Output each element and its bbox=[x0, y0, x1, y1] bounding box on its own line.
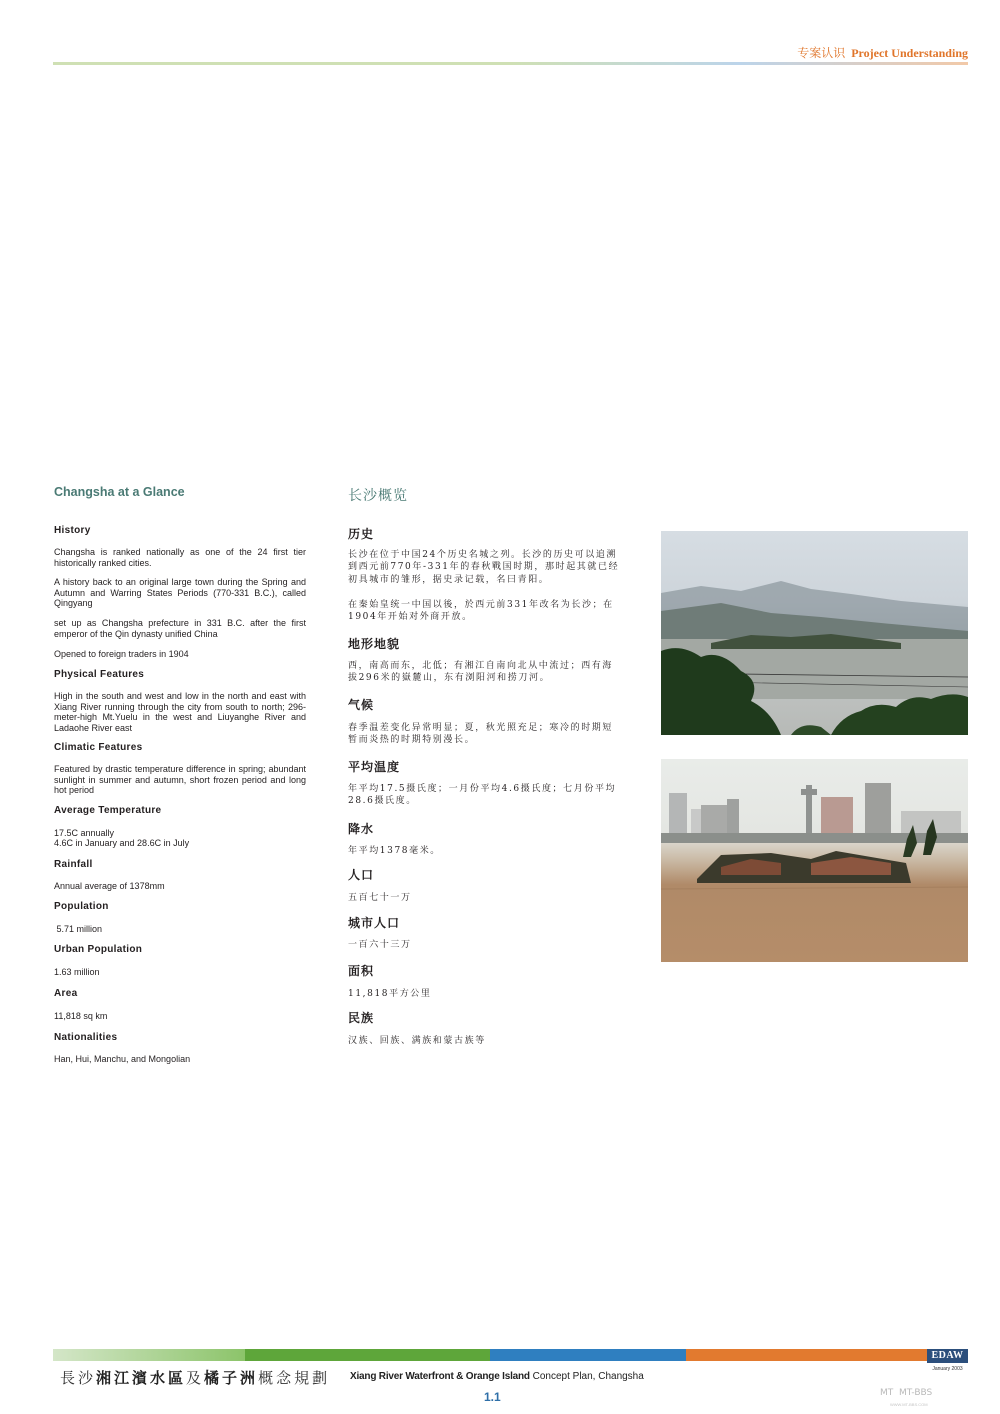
header-divider bbox=[53, 62, 968, 65]
page-number: 1.1 bbox=[484, 1390, 501, 1404]
chinese-climate-text: 春季温差变化异常明显；夏，秋光照充足；寒冷的时期短暂而炎热的时期特别漫长。 bbox=[348, 723, 614, 746]
english-temperature-heading: Average Temperature bbox=[54, 805, 162, 816]
footer-date: January 2003 bbox=[932, 1366, 963, 1372]
footer-title-en-bold: Xiang River Waterfront & Orange Island bbox=[350, 1371, 530, 1382]
chinese-population-heading: 人口 bbox=[348, 868, 375, 882]
english-climatic-text: Featured by drastic temperature difference in spring; abundant sunlight in summer and autumn, short frozen period and long hot period bbox=[54, 764, 306, 796]
english-rainfall-heading: Rainfall bbox=[54, 859, 93, 870]
footer-title-en-regular: Concept Plan, Changsha bbox=[529, 1371, 644, 1382]
footer-title-cn-part5: 概念規劃 bbox=[258, 1370, 331, 1387]
english-area-text: 11,818 sq km bbox=[54, 1011, 108, 1021]
flooded-city-illustration bbox=[661, 759, 968, 962]
chinese-rainfall-heading: 降水 bbox=[348, 822, 375, 836]
english-population-text: 5.71 million bbox=[54, 924, 103, 934]
english-physical-text: High in the south and west and low in the north and east with Xiang River running through the city from south to north; 296-meter-high Mt.Yuelu in the west and Liuyanghe River and Ladaohe River east bbox=[54, 691, 306, 733]
header-title-cn: 专案认识 bbox=[797, 46, 846, 60]
footer-title-cn bbox=[60, 1367, 330, 1388]
english-urban-population-text: 1.63 million bbox=[54, 967, 100, 977]
chinese-history-text2: 在秦始皇统一中国以後，於西元前331年改名为长沙；在1904年开始对外商开放。 bbox=[348, 600, 614, 623]
english-nationalities-heading: Nationalities bbox=[54, 1032, 118, 1043]
chinese-temperature-text: 年平均17.5摄氏度；一月份平均4.6摄氏度；七月份平均28.6摄氏度。 bbox=[348, 784, 617, 807]
watermark: MT MT-BBS bbox=[880, 1388, 933, 1398]
chinese-terrain-text: 西，南高而东，北低；有湘江自南向北从中流过；西有海拔296米的嶽麓山，东有浏阳河和捞刀河。 bbox=[348, 661, 614, 684]
footer-title-cn-part3: 及 bbox=[186, 1370, 205, 1387]
chinese-title: 长沙概览 bbox=[348, 487, 408, 503]
english-temperature-line1: 17.5C annually bbox=[54, 828, 115, 838]
chinese-history-heading: 历史 bbox=[348, 527, 375, 541]
english-climatic-heading: Climatic Features bbox=[54, 742, 143, 753]
english-urban-population-heading: Urban Population bbox=[54, 944, 143, 955]
chinese-urban-population-text: 一百六十三万 bbox=[348, 940, 412, 950]
english-history-p1: Changsha is ranked nationally as one of the 24 first tier historically ranked cities. bbox=[54, 547, 306, 568]
english-area-heading: Area bbox=[54, 988, 78, 999]
english-title: Changsha at a Glance bbox=[54, 485, 185, 499]
english-nationalities-text: Han, Hui, Manchu, and Mongolian bbox=[54, 1054, 191, 1064]
river-landscape-illustration bbox=[661, 531, 968, 735]
footer-title-cn-part1: 長沙 bbox=[60, 1370, 97, 1387]
chinese-area-heading: 面积 bbox=[348, 964, 375, 978]
footer-title-cn-part4: 橘子洲 bbox=[204, 1370, 259, 1387]
chinese-climate-heading: 气候 bbox=[348, 698, 375, 712]
english-history-p2: A history back to an original large town during the Spring and Autumn and Warring States Periods (770-331 B.C.), called Qingyang bbox=[54, 577, 306, 609]
chinese-rainfall-text: 年平均1378毫米。 bbox=[348, 846, 441, 856]
english-history-p4: Opened to foreign traders in 1904 bbox=[54, 649, 189, 659]
english-temperature-line2: 4.6C in January and 28.6C in July bbox=[54, 838, 190, 848]
english-population-heading: Population bbox=[54, 901, 109, 912]
header-title-en: Project Understanding bbox=[851, 46, 968, 60]
english-rainfall-text: Annual average of 1378mm bbox=[54, 881, 165, 891]
chinese-urban-population-heading: 城市人口 bbox=[348, 916, 401, 930]
chinese-temperature-heading: 平均温度 bbox=[348, 760, 401, 774]
watermark-url: WWW.MT-BBS.COM bbox=[890, 1402, 928, 1407]
footer-title-cn-part2: 湘江濱水區 bbox=[96, 1370, 187, 1387]
english-history-heading: History bbox=[54, 525, 91, 536]
chinese-population-text: 五百七十一万 bbox=[348, 893, 412, 903]
chinese-nationalities-heading: 民族 bbox=[348, 1011, 375, 1025]
english-history-p3: set up as Changsha prefecture in 331 B.C. after the first emperor of the Qin dynasty unified China bbox=[54, 618, 306, 639]
footer-title-en bbox=[350, 1371, 644, 1382]
edaw-logo: EDAW bbox=[927, 1349, 968, 1363]
footer-color-bar bbox=[53, 1349, 927, 1361]
river-landscape-photo bbox=[661, 531, 968, 735]
english-physical-heading: Physical Features bbox=[54, 669, 145, 680]
chinese-terrain-heading: 地形地貌 bbox=[348, 637, 401, 651]
chinese-nationalities-text: 汉族、回族、满族和蒙古族等 bbox=[348, 1036, 486, 1046]
page-header bbox=[797, 44, 968, 61]
chinese-history-text: 长沙在位于中国24个历史名城之列。长沙的历史可以追溯到西元前770年-331年的春秋戰国时期，那时起其就已经初具城市的雏形，据史录记载，名曰青阳。 bbox=[348, 550, 620, 585]
chinese-area-text: 11,818平方公里 bbox=[348, 989, 432, 999]
flooded-city-photo bbox=[661, 759, 968, 962]
